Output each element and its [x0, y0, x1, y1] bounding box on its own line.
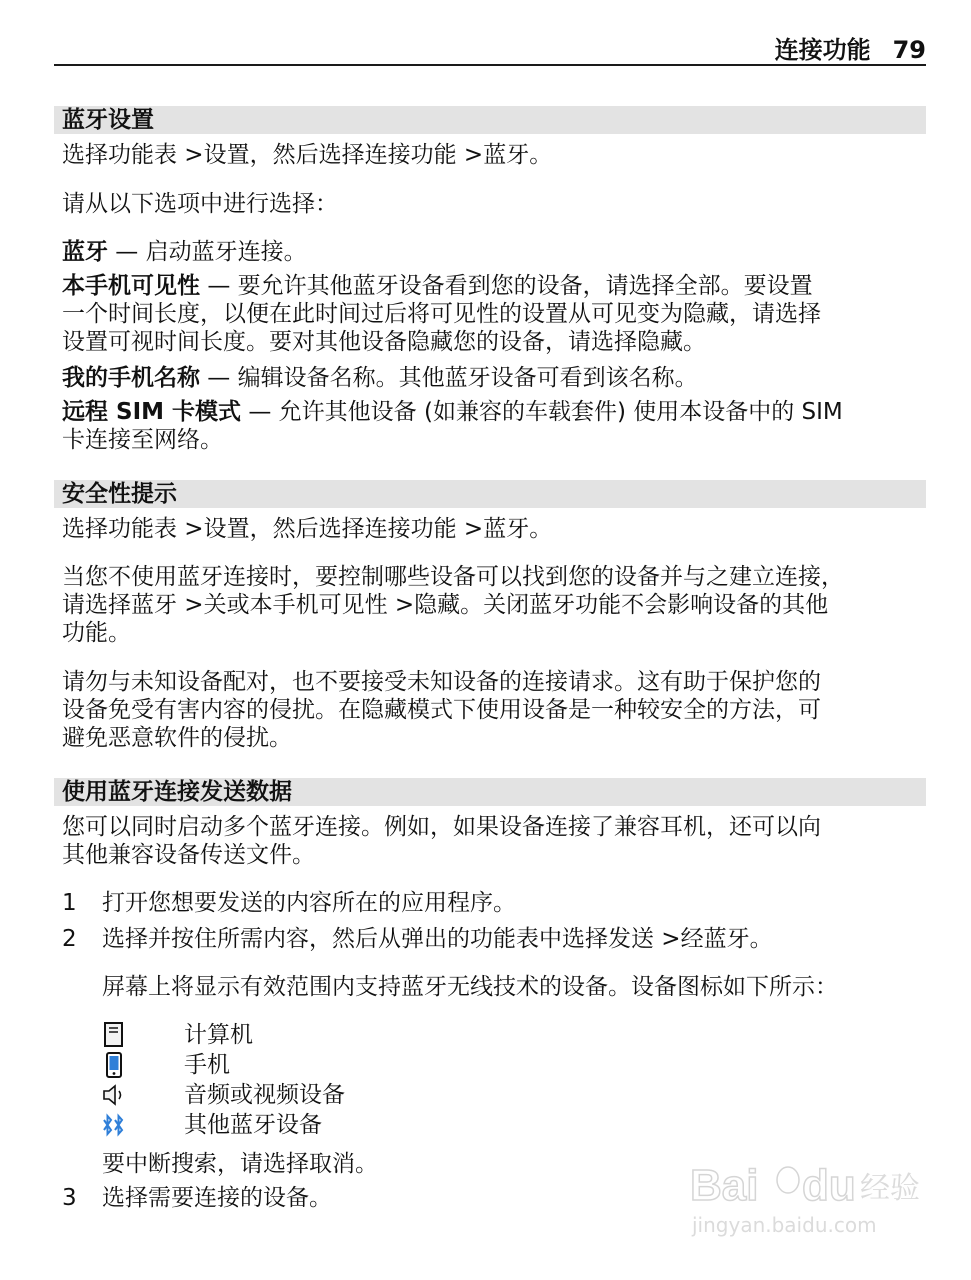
section-title: 连接功能	[774, 36, 871, 64]
option-phone-name	[62, 364, 924, 392]
option-desc: — 启动蓝牙连接。	[108, 239, 307, 265]
option-remote-sim	[62, 398, 924, 454]
option-desc-line: 设置可视时间长度。要对其他设备隐藏您的设备，请选择隐藏。	[62, 329, 706, 355]
step-text: 选择并按住所需内容，然后从弹出的功能表中选择发送 >经蓝牙。	[102, 926, 773, 952]
speaker-icon	[102, 1082, 126, 1108]
path-connectivity: 连接功能	[364, 516, 457, 542]
path-separator: >	[456, 516, 484, 542]
path-separator: >	[177, 142, 204, 168]
device-label: 音频或视频设备	[184, 1082, 345, 1108]
paragraph-line: 请选择蓝牙 >关或本手机可见性 >隐藏。关闭蓝牙功能不会影响设备的其他	[62, 592, 829, 618]
menu-path	[62, 515, 924, 543]
option-bluetooth	[62, 238, 924, 266]
computer-icon	[102, 1022, 126, 1048]
page-header	[54, 36, 926, 66]
option-visibility	[62, 272, 924, 356]
path-separator: >	[456, 142, 484, 168]
bluetooth-icon	[102, 1112, 126, 1138]
section-heading-security-tips: 安全性提示	[54, 480, 926, 508]
option-desc-line: — 允许其他设备 (如兼容的车载套件) 使用本设备中的 SIM	[248, 399, 843, 425]
step-text: 选择需要连接的设备。	[102, 1185, 332, 1211]
paragraph-line: 当您不使用蓝牙连接时，要控制哪些设备可以找到您的设备并与之建立连接，	[62, 564, 844, 590]
watermark-brand: Bai	[690, 1161, 759, 1210]
page-number: 79	[892, 36, 926, 64]
paragraph-line: 请勿与未知设备配对，也不要接受未知设备的连接请求。这有助于保护您的	[62, 669, 821, 695]
device-label: 计算机	[184, 1022, 253, 1048]
watermark-cn: 经验	[860, 1171, 920, 1206]
step-text: 打开您想要发送的内容所在的应用程序。	[102, 890, 516, 916]
path-bluetooth: 蓝牙。	[483, 142, 553, 168]
section-heading-send-data: 使用蓝牙连接发送数据	[54, 778, 926, 806]
paragraph-line: 您可以同时启动多个蓝牙连接。例如，如果设备连接了兼容耳机，还可以向	[62, 814, 821, 840]
security-paragraph-1	[62, 563, 924, 647]
path-settings: 设置，然后选择	[203, 516, 365, 542]
option-desc-line: 一个时间长度，以便在此时间过后将可见性的设置从可见变为隐藏，请选择	[62, 301, 821, 327]
paragraph-line: 功能。	[62, 620, 131, 646]
step-note: 屏幕上将显示有效范围内支持蓝牙无线技术的设备。设备图标如下所示：	[102, 974, 838, 1000]
option-term: 我的手机名称	[62, 365, 200, 391]
baidu-jingyan-watermark	[690, 1150, 930, 1240]
option-desc: — 编辑设备名称。其他蓝牙设备可看到该名称。	[200, 365, 698, 391]
security-paragraph-2	[62, 668, 924, 752]
option-term: 本手机可见性	[62, 273, 200, 299]
paragraph-line: 设备免受有害内容的侵扰。在隐藏模式下使用设备是一种较安全的方法，可	[62, 697, 821, 723]
path-connectivity: 连接功能	[364, 142, 457, 168]
path-bluetooth: 蓝牙。	[483, 516, 553, 542]
section-heading-bluetooth-settings: 蓝牙设置	[54, 106, 926, 134]
menu-path	[62, 141, 924, 169]
device-label: 其他蓝牙设备	[184, 1112, 322, 1138]
path-settings: 设置，然后选择	[203, 142, 365, 168]
device-label: 手机	[184, 1052, 230, 1078]
step-number: 1	[62, 890, 77, 916]
device-icon-row	[102, 1110, 702, 1140]
phone-icon	[102, 1052, 126, 1078]
option-desc-line: 卡连接至网络。	[62, 427, 223, 453]
step-number: 3	[62, 1185, 77, 1211]
send-intro	[62, 813, 924, 869]
cancel-note: 要中断搜索，请选择取消。	[102, 1151, 378, 1177]
option-term: 蓝牙	[62, 239, 108, 265]
device-icon-row	[102, 1080, 702, 1110]
watermark-url: jingyan.baidu.com	[692, 1213, 877, 1237]
path-menu: 选择功能表	[62, 516, 177, 542]
path-separator: >	[177, 516, 204, 542]
path-menu: 选择功能表	[62, 142, 177, 168]
device-icon-row	[102, 1050, 702, 1080]
watermark-brand-2: du	[802, 1161, 856, 1210]
option-desc-line: — 要允许其他蓝牙设备看到您的设备，请选择全部。要设置	[207, 273, 813, 299]
option-term: 远程 SIM 卡模式	[62, 399, 242, 425]
device-icon-row	[102, 1020, 702, 1050]
running-header	[775, 36, 926, 64]
watermark-paw-icon	[777, 1167, 799, 1193]
step-number: 2	[62, 926, 77, 952]
options-intro: 请从以下选项中进行选择：	[62, 191, 338, 217]
paragraph-line: 避免恶意软件的侵扰。	[62, 725, 292, 751]
paragraph-line: 其他兼容设备传送文件。	[62, 842, 315, 868]
